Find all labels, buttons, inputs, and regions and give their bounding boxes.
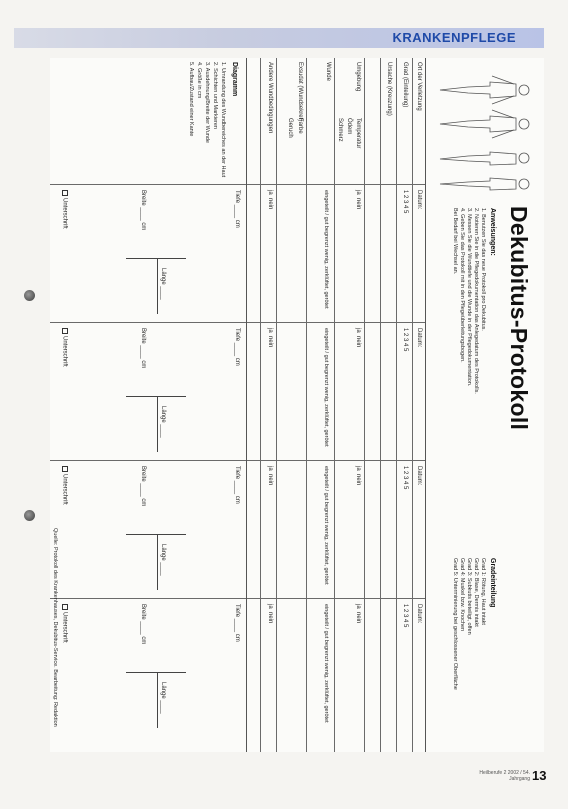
column-date: Datum: <box>416 328 422 348</box>
instruction-line: 4. Geben Sie das Protokoll mit in den Pflegeüberleitungsbogen. <box>459 208 465 363</box>
punch-hole-icon <box>24 510 35 521</box>
option-yes[interactable]: ja <box>355 190 361 195</box>
option-yes[interactable]: ja <box>355 466 361 471</box>
row-label: Umgebung <box>355 62 361 92</box>
column-grades: 1 2 3 4 5 <box>402 328 408 352</box>
signature-checkbox[interactable] <box>62 604 68 610</box>
section-banner <box>14 28 544 48</box>
column-grades: 1 2 3 4 5 <box>402 604 408 628</box>
depth-field[interactable]: Tiefe ____ cm <box>234 604 240 642</box>
depth-field[interactable]: Tiefe ____ cm <box>234 190 240 228</box>
length-field[interactable]: Länge ____ <box>160 544 166 576</box>
row-label: Andere Wundbedingungen <box>267 62 273 134</box>
body-outline-diagram <box>430 68 538 196</box>
instruction-line: Bei Bedarf bei Wechsel an. <box>452 208 458 275</box>
source-note: Quelle: Protokoll des Krankenhauses, Dekubitus-Service. Bearbeitung: Redaktion <box>52 528 58 727</box>
column-grades: 1 2 3 4 5 <box>402 466 408 490</box>
row-label: Grad (Einteilung) <box>402 62 408 108</box>
diagram-step: 4. Größe in cm <box>196 62 202 99</box>
section-title: KRANKENPFLEGE <box>392 30 516 45</box>
length-field[interactable]: Länge ____ <box>160 268 166 300</box>
instruction-line: 2. Notieren Sie in die Pflegedokumentation das Anlegedatum des Protokolls. <box>473 208 479 394</box>
width-field[interactable]: Breite ____ cm <box>140 328 146 369</box>
option-yes[interactable]: ja <box>355 328 361 333</box>
option-no[interactable]: nein <box>355 474 361 486</box>
width-field[interactable]: Breite ____ cm <box>140 604 146 645</box>
row-label: Exsudat (Wundsekret) <box>297 62 303 122</box>
option-no[interactable]: nein <box>355 198 361 210</box>
grading-line: Grad 5: Unterminierung bei geschlossener Oberfläche <box>452 558 458 690</box>
diagram-step: 5. Aufbau/Zustand einer Kante <box>188 62 194 137</box>
protocol-table <box>246 58 426 752</box>
punch-hole-icon <box>24 290 35 301</box>
sublabel-smell: Geruch <box>287 118 293 138</box>
wound-options: eingeteilt / gut begrenzt wenig, zerklüftet, gerötet <box>323 604 329 723</box>
sublabel-edema: Ödem <box>346 118 352 135</box>
wound-options: eingeteilt / gut begrenzt wenig, zerklüftet, gerötet <box>323 190 329 309</box>
option-no[interactable]: nein <box>355 612 361 624</box>
signature-label: Unterschrift <box>61 612 68 643</box>
option-yes[interactable]: ja <box>267 328 273 333</box>
option-yes[interactable]: ja <box>355 604 361 609</box>
grading-heading: Gradeinteilung <box>489 558 496 608</box>
option-no[interactable]: nein <box>267 474 273 486</box>
width-field[interactable]: Breite ____ cm <box>140 190 146 231</box>
wound-options: eingeteilt / gut begrenzt wenig, zerklüftet, gerötet <box>323 466 329 585</box>
signature-label: Unterschrift <box>61 474 68 505</box>
signature-checkbox[interactable] <box>62 190 68 196</box>
row-label: Ort der Verletzung <box>416 62 422 111</box>
row-label: Ursache (Kreuzung) <box>386 62 392 116</box>
instructions-heading: Anweisungen: <box>489 208 496 256</box>
page-number: 13 <box>532 768 547 783</box>
width-field[interactable]: Breite ____ cm <box>140 466 146 507</box>
option-no[interactable]: nein <box>267 612 273 624</box>
option-no[interactable]: nein <box>355 336 361 348</box>
form-title: Dekubitus-Protokoll <box>506 206 532 431</box>
grading-line: Grad 4: Muskel bzw. Knochen <box>459 558 465 632</box>
column-date: Datum: <box>416 466 422 486</box>
column-grades: 1 2 3 4 5 <box>402 190 408 214</box>
decubitus-form <box>50 58 544 752</box>
diagram-step: 2. Schichten und Markieren <box>212 62 218 129</box>
wound-options: eingeteilt / gut begrenzt wenig, zerklüftet, gerötet <box>323 328 329 447</box>
row-label: Wunde <box>325 62 331 81</box>
instruction-line: 3. Messen Sie die Wundtiefe und die Wunde in der Pflegedokumentation. <box>466 208 472 387</box>
diagram-heading: Diagramm <box>231 62 238 97</box>
option-yes[interactable]: ja <box>267 190 273 195</box>
signature-checkbox[interactable] <box>62 328 68 334</box>
depth-field[interactable]: Tiefe ____ cm <box>234 328 240 366</box>
diagram-step: 3. Ausdehnung/Breite der Wunde <box>204 62 210 143</box>
signature-checkbox[interactable] <box>62 466 68 472</box>
instruction-line: 1. Benutzen Sie das neue Protokoll pro Dekubitus. <box>480 208 486 331</box>
option-yes[interactable]: ja <box>267 604 273 609</box>
column-date: Datum: <box>416 604 422 624</box>
sublabel-temperature: Temperatur <box>355 118 361 149</box>
grading-line: Grad 1: Rötung, Haut intakt <box>480 558 486 625</box>
signature-label: Unterschrift <box>61 198 68 229</box>
option-yes[interactable]: ja <box>267 466 273 471</box>
column-date: Datum: <box>416 190 422 210</box>
sublabel-color: Farbe <box>297 118 303 134</box>
issue-info: Heilberufe 2 2002 / 54. Jahrgang <box>479 770 530 782</box>
signature-label: Unterschrift <box>61 336 68 367</box>
length-field[interactable]: Länge ____ <box>160 406 166 438</box>
option-no[interactable]: nein <box>267 336 273 348</box>
diagram-step: 1. Umrandung des Wundbereiches an der Haut <box>220 62 226 178</box>
option-no[interactable]: nein <box>267 198 273 210</box>
depth-field[interactable]: Tiefe ____ cm <box>234 466 240 504</box>
length-field[interactable]: Länge ____ <box>160 682 166 714</box>
diagram-section <box>50 58 246 752</box>
sublabel-pain: Schmerz <box>337 118 343 142</box>
grading-line: Grad 2: Blase, Dermis intakt <box>473 558 479 627</box>
grading-line: Grad 3: Subkutis beteiligt, offen <box>466 558 472 635</box>
